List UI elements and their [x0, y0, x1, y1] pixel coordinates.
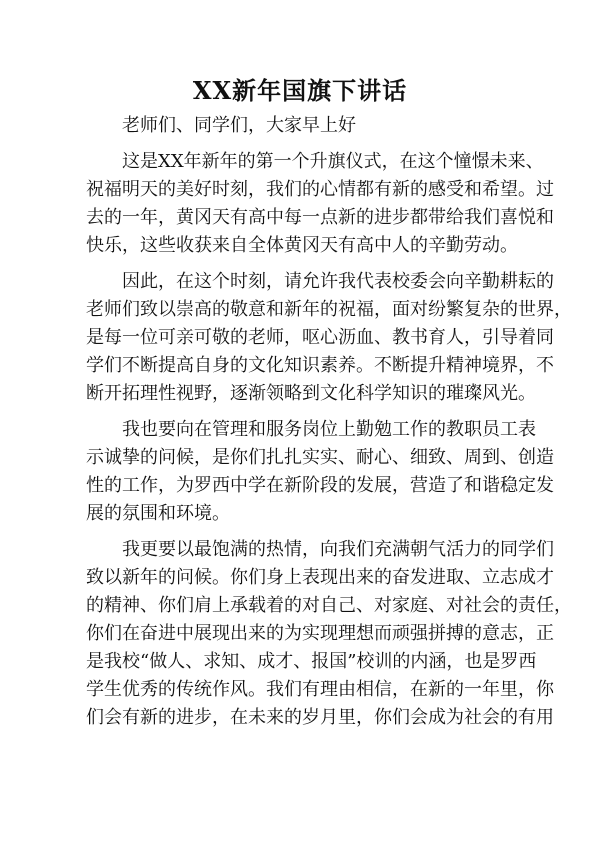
paragraph-2	[86, 268, 572, 408]
document-body	[86, 112, 572, 732]
greeting-line: 老师们、同学们，大家早上好	[122, 115, 356, 136]
paragraph-line: 你们在奋进中展现出来的为实现理想而顽强拼搏的意志，正	[86, 623, 554, 644]
paragraph-line: 的精神、你们肩上承载着的对自己、对家庭、对社会的责任，	[86, 595, 572, 616]
paragraph-gap	[86, 260, 516, 268]
paragraph-gap	[86, 528, 516, 536]
paragraph-line: 是我校“做人、求知、成才、报国”校训的内涵，也是罗西	[86, 651, 537, 672]
paragraph-1	[86, 148, 554, 260]
paragraph-4	[86, 536, 572, 732]
paragraph-line: 祝福明天的美好时刻，我们的心情都有新的感受和希望。过	[86, 179, 554, 200]
paragraph-line: 我也要向在管理和服务岗位上勤勉工作的教职员工表	[122, 419, 536, 440]
paragraph-line: 老师们致以崇高的敬意和新年的祝福，面对纷繁复杂的世界，	[86, 299, 572, 320]
paragraph-line: 们会有新的进步，在未来的岁月里，你们会成为社会的有用	[86, 707, 554, 728]
paragraph-line: 我更要以最饱满的热情，向我们充满朝气活力的同学们	[122, 539, 554, 560]
paragraph-line: 示诚挚的问候，是你们扎扎实实、耐心、细致、周到、创造	[86, 447, 554, 468]
paragraph-line: 性的工作，为罗西中学在新阶段的发展，营造了和谐稳定发	[86, 475, 554, 496]
paragraph-line: 是每一位可亲可敬的老师，呕心沥血、教书育人，引导着同	[86, 327, 554, 348]
paragraph-line: 因此，在这个时刻，请允许我代表校委会向辛勤耕耘的	[122, 271, 554, 292]
paragraph-line: 学们不断提高自身的文化知识素养。不断提升精神境界，不	[86, 355, 554, 376]
paragraph-line: 去的一年，黄冈天有高中每一点新的进步都带给我们喜悦和	[86, 207, 554, 228]
paragraph-3	[86, 416, 554, 528]
paragraph-line: 展的氛围和环境。	[86, 503, 230, 524]
paragraph-gap	[86, 408, 516, 416]
document-title: XX新年国旗下讲话	[192, 76, 408, 105]
paragraph-line: 致以新年的问候。你们身上表现出来的奋发进取、立志成才	[86, 567, 554, 588]
paragraph-line: 快乐，这些收获来自全体黄冈天有高中人的辛勤劳动。	[86, 235, 518, 256]
paragraph-line: 这是XX年新年的第一个升旗仪式，在这个憧憬未来、	[122, 151, 544, 172]
paragraph-line: 断开拓理性视野，逐渐领略到文化科学知识的璀璨风光。	[86, 383, 536, 404]
paragraph-gap	[86, 140, 516, 148]
paragraph-line: 学生优秀的传统作风。我们有理由相信，在新的一年里，你	[86, 679, 554, 700]
